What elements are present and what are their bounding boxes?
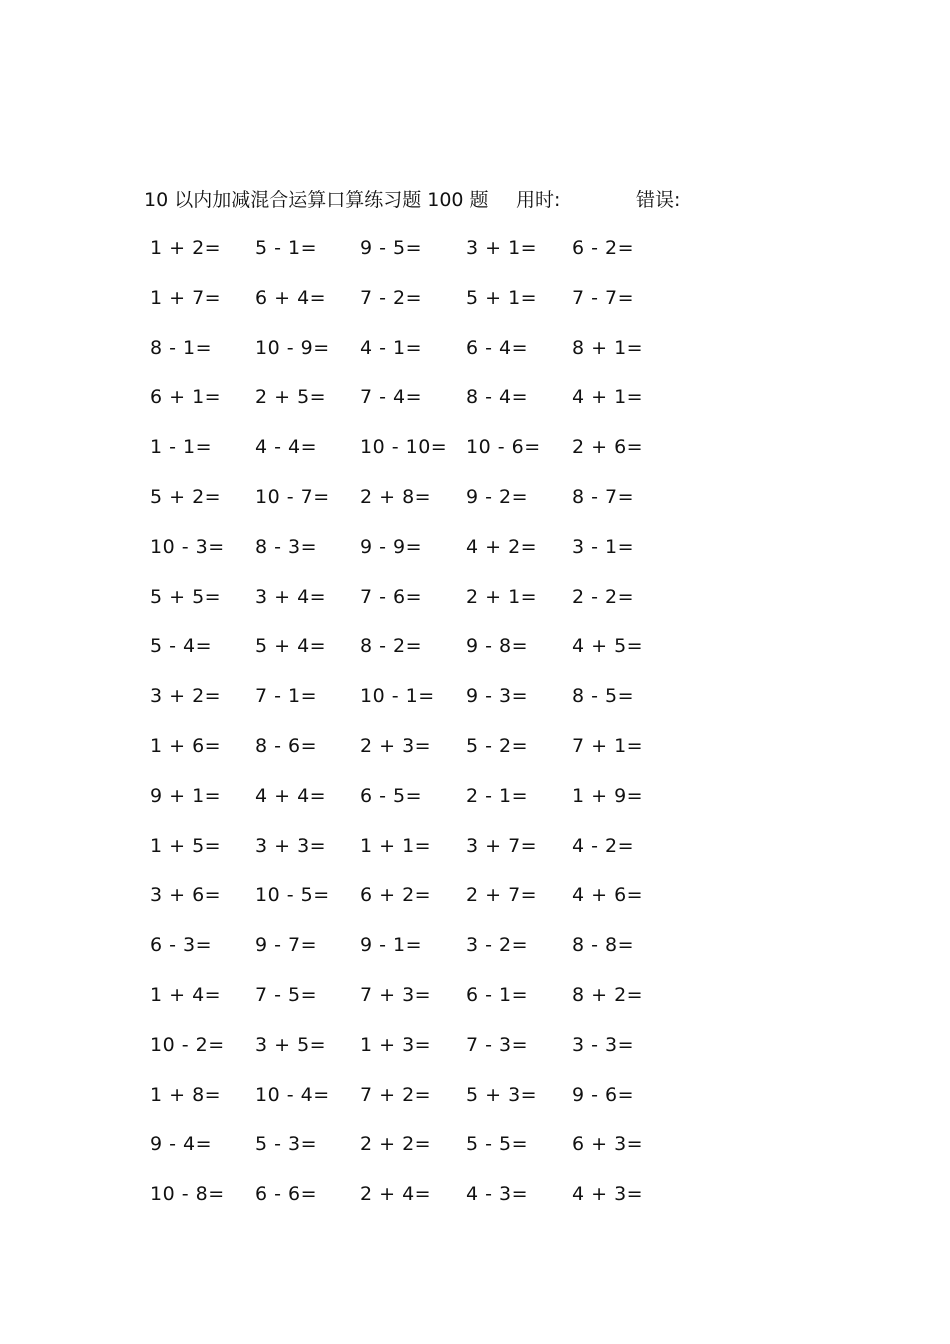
problem-cell: 4 - 2= bbox=[572, 834, 635, 857]
problem-cell: 5 - 5= bbox=[466, 1133, 529, 1156]
problem-row bbox=[0, 1081, 950, 1131]
problem-cell: 6 - 6= bbox=[255, 1183, 318, 1206]
problem-cell: 1 + 4= bbox=[150, 983, 222, 1006]
problem-cell: 10 - 2= bbox=[150, 1033, 225, 1056]
problem-row bbox=[0, 782, 950, 832]
problem-cell: 2 + 7= bbox=[466, 884, 538, 907]
problem-cell: 10 - 7= bbox=[255, 485, 330, 508]
problem-cell: 1 + 6= bbox=[150, 734, 222, 757]
problem-cell: 4 + 1= bbox=[572, 386, 644, 409]
problem-cell: 2 + 6= bbox=[572, 436, 644, 459]
problem-cell: 7 - 7= bbox=[572, 286, 635, 309]
problem-cell: 10 - 8= bbox=[150, 1183, 225, 1206]
problem-cell: 10 - 5= bbox=[255, 884, 330, 907]
problem-cell: 6 - 5= bbox=[360, 784, 423, 807]
problem-cell: 7 - 4= bbox=[360, 386, 423, 409]
problem-cell: 5 + 5= bbox=[150, 585, 222, 608]
problem-cell: 2 + 5= bbox=[255, 386, 327, 409]
problem-row bbox=[0, 334, 950, 384]
problem-cell: 3 - 2= bbox=[466, 934, 529, 957]
problem-cell: 9 - 6= bbox=[572, 1083, 635, 1106]
problem-cell: 5 - 4= bbox=[150, 635, 213, 658]
problem-cell: 10 - 3= bbox=[150, 535, 225, 558]
problem-cell: 3 + 1= bbox=[466, 237, 538, 259]
problem-cell: 3 + 4= bbox=[255, 585, 327, 608]
problem-cell: 10 - 1= bbox=[360, 685, 435, 708]
problem-cell: 7 + 3= bbox=[360, 983, 432, 1006]
problem-cell: 9 - 1= bbox=[360, 934, 423, 957]
worksheet-title: 10 以内加减混合运算口算练习题 100 题 bbox=[144, 189, 489, 211]
problem-cell: 3 - 3= bbox=[572, 1033, 635, 1056]
problem-cell: 6 - 1= bbox=[466, 983, 529, 1006]
problem-cell: 9 - 7= bbox=[255, 934, 318, 957]
problem-cell: 6 + 2= bbox=[360, 884, 432, 907]
problem-cell: 5 - 1= bbox=[255, 237, 318, 259]
problem-row bbox=[0, 1130, 950, 1180]
problem-cell: 3 + 2= bbox=[150, 685, 222, 708]
problem-cell: 1 + 8= bbox=[150, 1083, 222, 1106]
problem-cell: 1 + 5= bbox=[150, 834, 222, 857]
problem-cell: 2 + 3= bbox=[360, 734, 432, 757]
problem-cell: 8 - 1= bbox=[150, 336, 213, 359]
problem-row bbox=[0, 433, 950, 483]
problem-cell: 2 + 4= bbox=[360, 1183, 432, 1206]
problem-row bbox=[0, 931, 950, 981]
problem-cell: 6 + 3= bbox=[572, 1133, 644, 1156]
problem-cell: 7 + 2= bbox=[360, 1083, 432, 1106]
problem-cell: 8 - 4= bbox=[466, 386, 529, 409]
problem-cell: 8 + 2= bbox=[572, 983, 644, 1006]
problem-cell: 8 - 8= bbox=[572, 934, 635, 957]
problem-cell: 7 - 5= bbox=[255, 983, 318, 1006]
problem-cell: 1 + 9= bbox=[572, 784, 644, 807]
problem-cell: 9 - 8= bbox=[466, 635, 529, 658]
problem-cell: 6 + 4= bbox=[255, 286, 327, 309]
problem-cell: 10 - 10= bbox=[360, 436, 448, 459]
problem-cell: 8 - 2= bbox=[360, 635, 423, 658]
problem-cell: 3 + 3= bbox=[255, 834, 327, 857]
problem-cell: 7 - 2= bbox=[360, 286, 423, 309]
problem-cell: 5 + 4= bbox=[255, 635, 327, 658]
problem-cell: 7 - 6= bbox=[360, 585, 423, 608]
problem-cell: 3 + 7= bbox=[466, 834, 538, 857]
problem-cell: 9 - 5= bbox=[360, 237, 423, 259]
problem-cell: 2 + 2= bbox=[360, 1133, 432, 1156]
problem-cell: 9 - 3= bbox=[466, 685, 529, 708]
problem-row bbox=[0, 583, 950, 633]
problem-cell: 1 + 2= bbox=[150, 237, 222, 259]
problem-cell: 1 + 7= bbox=[150, 286, 222, 309]
problem-cell: 1 - 1= bbox=[150, 436, 213, 459]
problem-row bbox=[0, 632, 950, 682]
problem-cell: 7 - 1= bbox=[255, 685, 318, 708]
problem-row bbox=[0, 383, 950, 433]
problem-row bbox=[0, 682, 950, 732]
problem-row bbox=[0, 832, 950, 882]
problem-cell: 1 + 3= bbox=[360, 1033, 432, 1056]
problem-cell: 4 - 3= bbox=[466, 1183, 529, 1206]
problem-cell: 2 - 1= bbox=[466, 784, 529, 807]
problem-cell: 4 + 5= bbox=[572, 635, 644, 658]
problem-grid bbox=[0, 234, 950, 1230]
problem-cell: 10 - 9= bbox=[255, 336, 330, 359]
problem-cell: 9 + 1= bbox=[150, 784, 222, 807]
problem-cell: 8 - 5= bbox=[572, 685, 635, 708]
problem-cell: 6 - 2= bbox=[572, 237, 635, 259]
problem-cell: 2 - 2= bbox=[572, 585, 635, 608]
problem-row bbox=[0, 981, 950, 1031]
problem-row bbox=[0, 881, 950, 931]
problem-cell: 7 - 3= bbox=[466, 1033, 529, 1056]
problem-cell: 4 + 2= bbox=[466, 535, 538, 558]
problem-cell: 5 + 3= bbox=[466, 1083, 538, 1106]
problem-cell: 6 + 1= bbox=[150, 386, 222, 409]
problem-cell: 5 + 1= bbox=[466, 286, 538, 309]
problem-cell: 6 - 4= bbox=[466, 336, 529, 359]
problem-row bbox=[0, 732, 950, 782]
problem-cell: 4 + 3= bbox=[572, 1183, 644, 1206]
problem-cell: 9 - 2= bbox=[466, 485, 529, 508]
problem-row bbox=[0, 284, 950, 334]
problem-cell: 3 + 5= bbox=[255, 1033, 327, 1056]
problem-cell: 3 + 6= bbox=[150, 884, 222, 907]
problem-cell: 4 + 6= bbox=[572, 884, 644, 907]
problem-cell: 10 - 6= bbox=[466, 436, 541, 459]
problem-cell: 5 - 3= bbox=[255, 1133, 318, 1156]
problem-cell: 7 + 1= bbox=[572, 734, 644, 757]
errors-label: 错误: bbox=[636, 189, 681, 211]
problem-cell: 8 - 6= bbox=[255, 734, 318, 757]
time-label: 用时: bbox=[516, 189, 561, 211]
problem-row bbox=[0, 1180, 950, 1230]
problem-cell: 8 - 7= bbox=[572, 485, 635, 508]
problem-cell: 4 - 4= bbox=[255, 436, 318, 459]
problem-cell: 10 - 4= bbox=[255, 1083, 330, 1106]
problem-row bbox=[0, 234, 950, 284]
problem-cell: 9 - 4= bbox=[150, 1133, 213, 1156]
problem-cell: 5 - 2= bbox=[466, 734, 529, 757]
problem-cell: 6 - 3= bbox=[150, 934, 213, 957]
problem-cell: 4 - 1= bbox=[360, 336, 423, 359]
problem-cell: 8 + 1= bbox=[572, 336, 644, 359]
problem-cell: 2 + 1= bbox=[466, 585, 538, 608]
problem-cell: 2 + 8= bbox=[360, 485, 432, 508]
problem-cell: 9 - 9= bbox=[360, 535, 423, 558]
problem-cell: 8 - 3= bbox=[255, 535, 318, 558]
problem-row bbox=[0, 1031, 950, 1081]
problem-row bbox=[0, 533, 950, 583]
problem-row bbox=[0, 483, 950, 533]
problem-cell: 1 + 1= bbox=[360, 834, 432, 857]
problem-cell: 3 - 1= bbox=[572, 535, 635, 558]
problem-cell: 4 + 4= bbox=[255, 784, 327, 807]
problem-cell: 5 + 2= bbox=[150, 485, 222, 508]
